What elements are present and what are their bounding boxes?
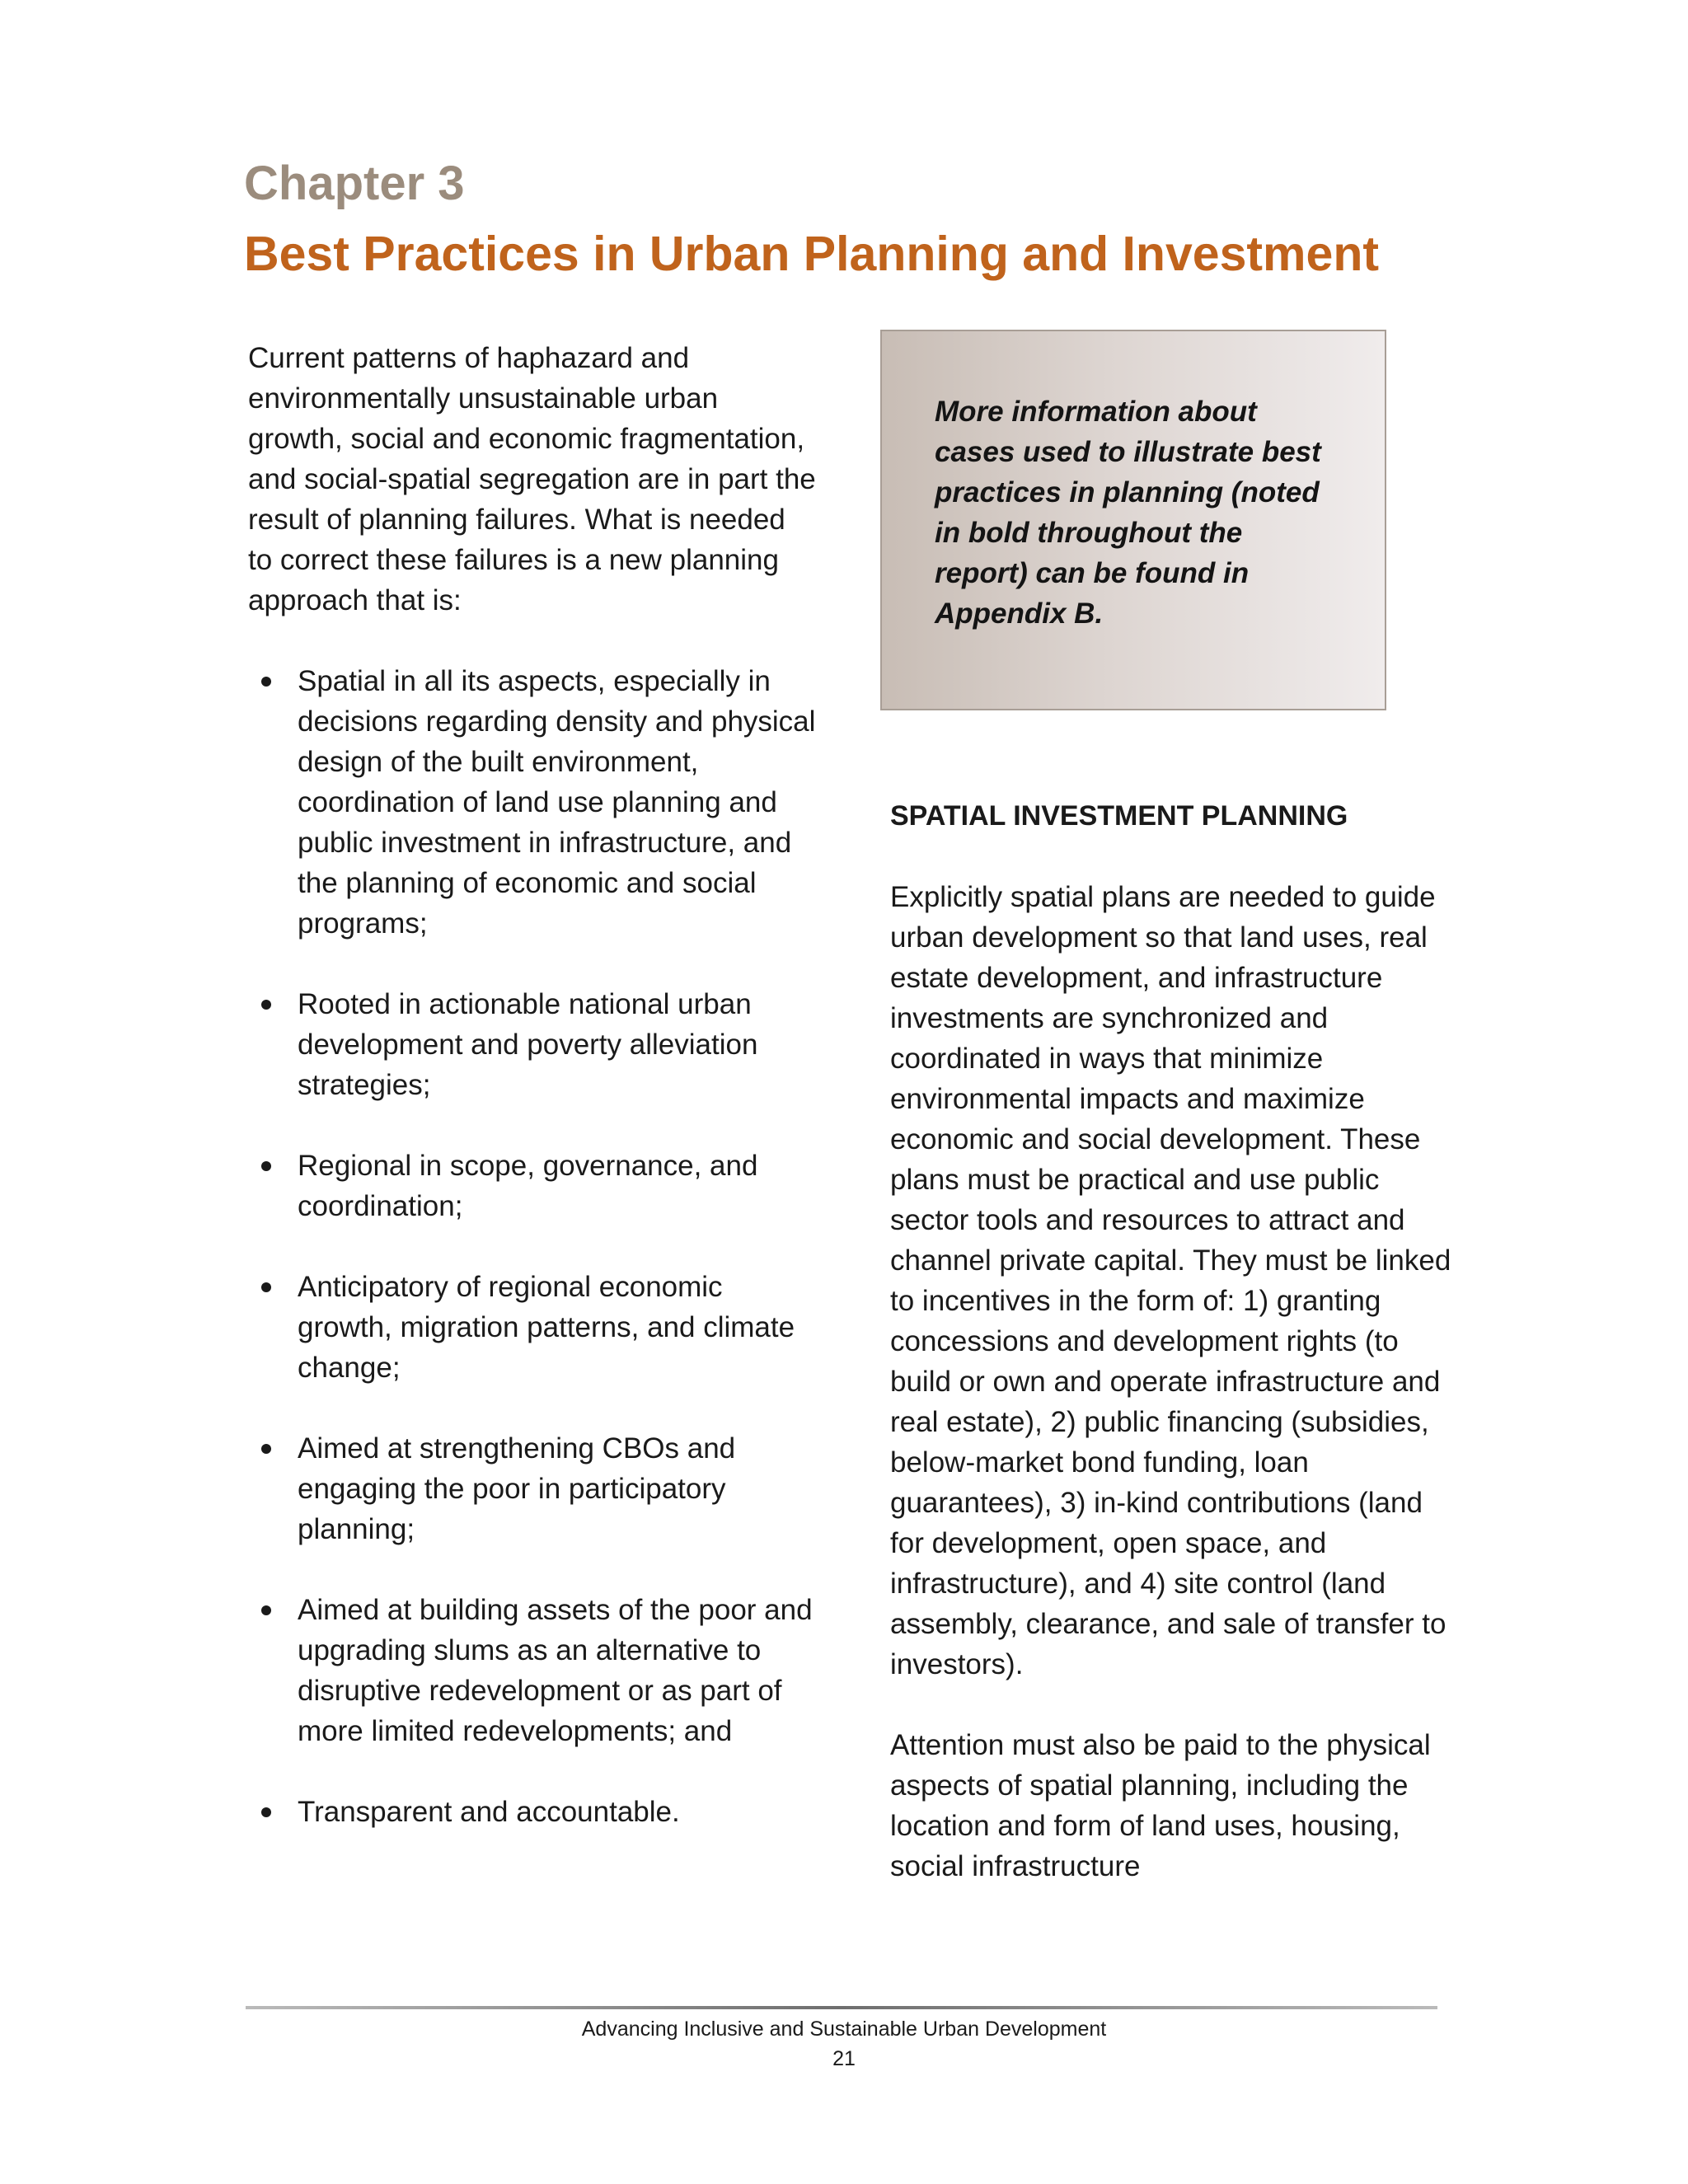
left-column xyxy=(248,338,817,1832)
requirements-list xyxy=(248,661,817,1832)
list-item-text: Aimed at strengthening CBOs and engaging the poor in participatory planning; xyxy=(298,1432,736,1545)
appendix-info-box xyxy=(880,330,1386,710)
page-number: 21 xyxy=(832,2047,856,2070)
chapter-title: Best Practices in Urban Planning and Investment xyxy=(244,227,1380,281)
body-paragraph: Attention must also be paid to the physical aspects of spatial planning, including the location and form of land uses, housing, social infrastructure xyxy=(890,1729,1431,1882)
list-item-text: Aimed at building assets of the poor and upgrading slums as an alternative to disruptive redevelopment or as part of more limited redevelopments; and xyxy=(298,1594,813,1747)
bullet-icon xyxy=(261,1282,271,1292)
bullet-icon xyxy=(261,1605,271,1615)
list-item-text: Transparent and accountable. xyxy=(298,1796,680,1828)
list-item xyxy=(248,1590,817,1751)
list-item xyxy=(248,661,817,944)
section-heading: SPATIAL INVESTMENT PLANNING xyxy=(890,800,1348,832)
right-column xyxy=(890,796,1459,1886)
list-item xyxy=(248,984,817,1105)
footer xyxy=(0,2014,1688,2074)
list-item xyxy=(248,1792,817,1832)
list-item xyxy=(248,1146,817,1226)
intro-paragraph: Current patterns of haphazard and environmentally unsustainable urban growth, social and economic fragmentation, and social-spatial segregation are in part the result of planning failures. What is needed to correct these failures is a new planning approach that is: xyxy=(248,342,816,616)
list-item-text: Spatial in all its aspects, especially in decisions regarding density and physical design of the built environment, coordination of land use planning and public investment in infrastructure, and the planning of economic and social programs; xyxy=(298,665,816,940)
bullet-icon xyxy=(261,1000,271,1010)
list-item-text: Rooted in actionable national urban development and poverty alleviation strategies; xyxy=(298,988,758,1101)
list-item xyxy=(248,1267,817,1388)
footer-divider xyxy=(246,2006,1437,2009)
bullet-icon xyxy=(261,677,271,687)
chapter-label: Chapter 3 xyxy=(244,157,465,210)
bullet-icon xyxy=(261,1161,271,1171)
list-item-text: Anticipatory of regional economic growth, migration patterns, and climate change; xyxy=(298,1271,795,1384)
list-item xyxy=(248,1428,817,1549)
footer-title: Advancing Inclusive and Sustainable Urban Development xyxy=(581,2018,1107,2041)
list-item-text: Regional in scope, governance, and coordination; xyxy=(298,1150,758,1222)
body-paragraph: Explicitly spatial plans are needed to guide urban development so that land uses, real estate development, and infrastructure investments are synchronized and coordinated in ways that minimize environmental impacts and maximize economic and social development. These plans must be practical and use public sector tools and resources to attract and channel private capital. They must be linked to incentives in the form of: 1) granting concessions and development rights (to build or own and operate infrastructure and real estate), 2) public financing (subsidies, below-market bond funding, loan guarantees), 3) in-kind contributions (land for development, open space, and infrastructure), and 4) site control (land assembly, clearance, and sale of transfer to investors). xyxy=(890,881,1451,1680)
info-box-text: More information about cases used to illustrate best practices in planning (noted in bold throughout the report) can be found in Appendix B. xyxy=(935,396,1321,630)
bullet-icon xyxy=(261,1807,271,1817)
bullet-icon xyxy=(261,1444,271,1454)
